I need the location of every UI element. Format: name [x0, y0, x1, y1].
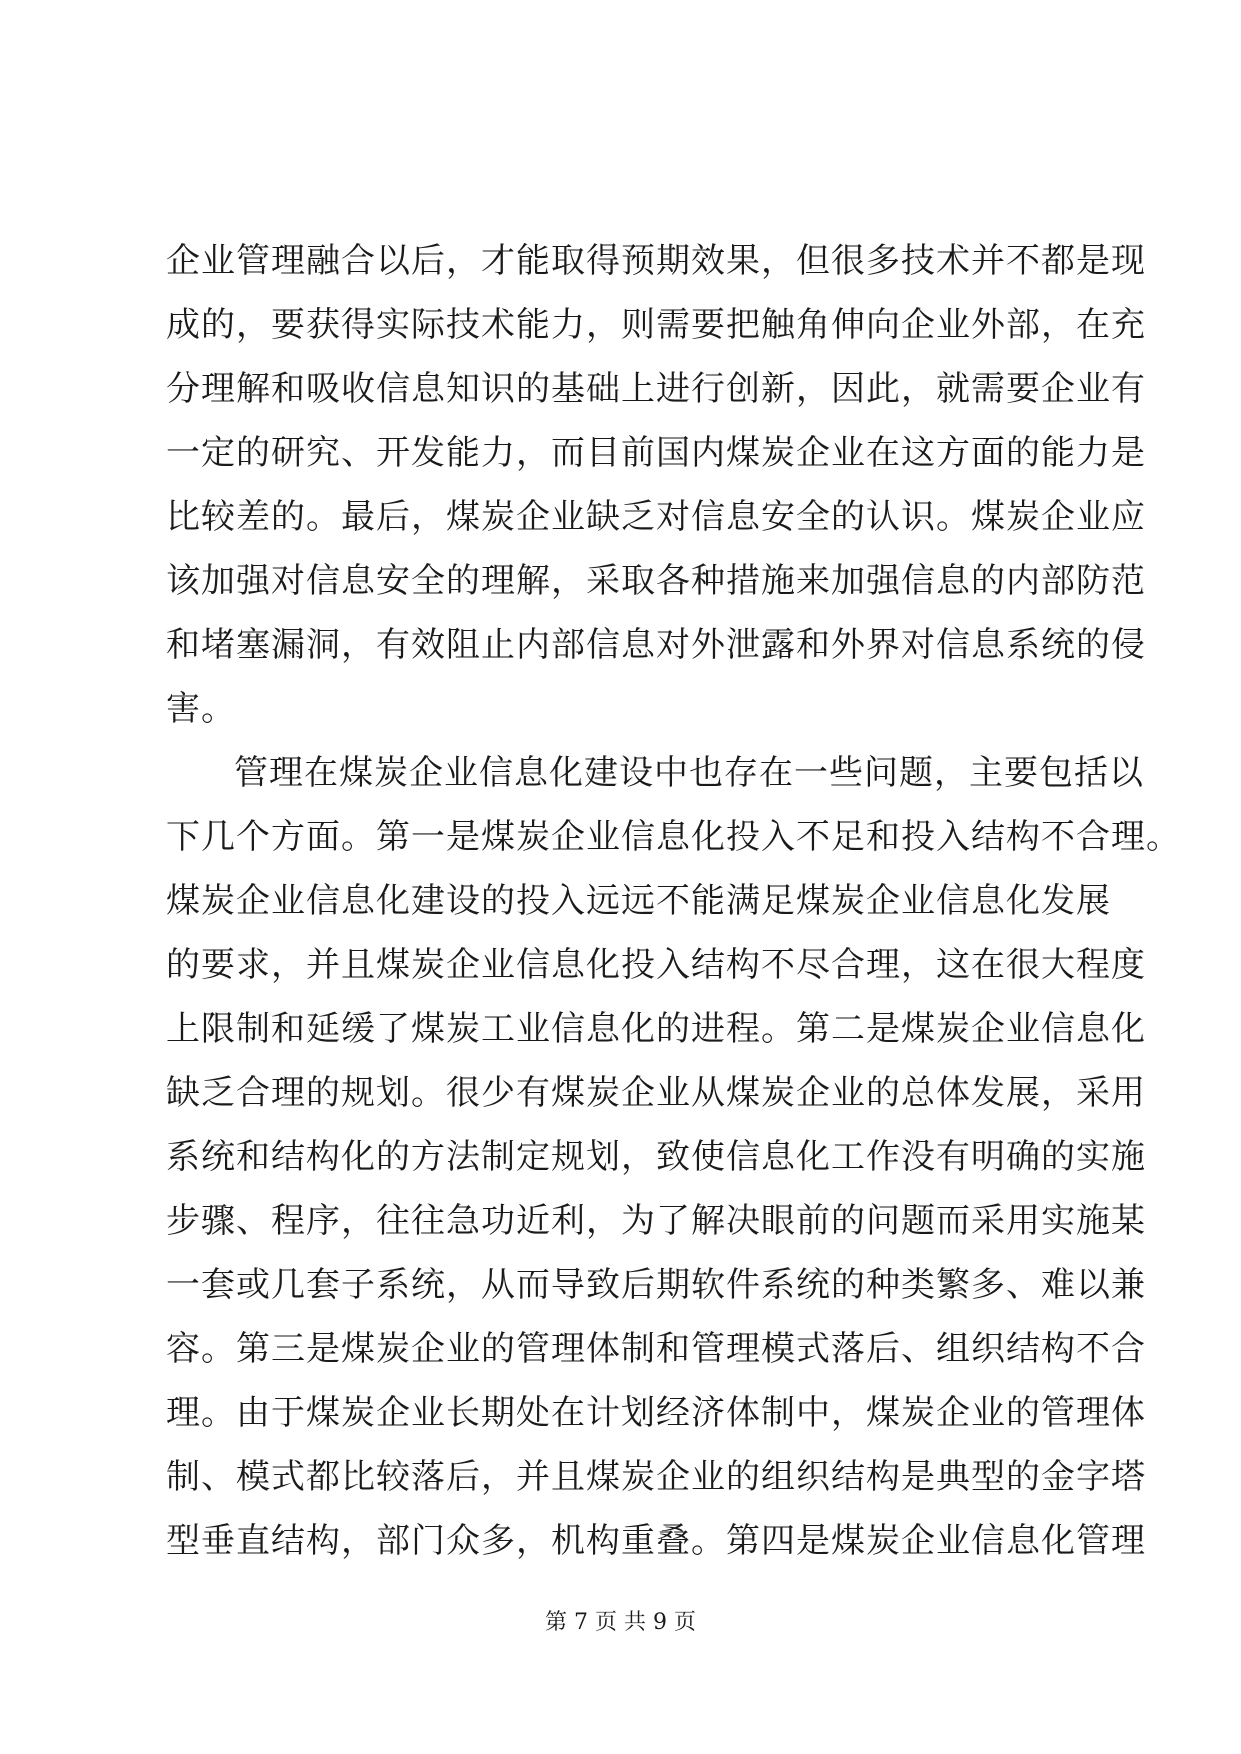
text-line: 上限制和延缓了煤炭工业信息化的进程。第二是煤炭企业信息化 [166, 1009, 1146, 1049]
paragraph-1 [166, 229, 1146, 741]
text-line: 缺乏合理的规划。很少有煤炭企业从煤炭企业的总体发展，采用 [166, 1073, 1146, 1113]
text-line: 步骤、程序，往往急功近利，为了解决眼前的问题而采用实施某 [166, 1201, 1146, 1241]
text-line: 下几个方面。第一是煤炭企业信息化投入不足和投入结构不合理。 [166, 817, 1181, 857]
text-line: 系统和结构化的方法制定规划，致使信息化工作没有明确的实施 [166, 1137, 1146, 1177]
text-line: 理。由于煤炭企业长期处在计划经济体制中，煤炭企业的管理体 [166, 1393, 1146, 1433]
text-line: 制、模式都比较落后，并且煤炭企业的组织结构是典型的金字塔 [166, 1457, 1146, 1497]
text-line: 容。第三是煤炭企业的管理体制和管理模式落后、组织结构不合 [166, 1329, 1146, 1369]
text-line: 比较差的。最后，煤炭企业缺乏对信息安全的认识。煤炭企业应 [166, 497, 1146, 537]
text-line: 一套或几套子系统，从而导致后期软件系统的种类繁多、难以兼 [166, 1265, 1146, 1305]
text-line: 分理解和吸收信息知识的基础上进行创新，因此，就需要企业有 [166, 369, 1146, 409]
paragraph-2 [166, 741, 1181, 1573]
body-text [166, 229, 1181, 1573]
text-line: 害。 [166, 689, 236, 729]
text-line: 一定的研究、开发能力，而目前国内煤炭企业在这方面的能力是 [166, 433, 1146, 473]
text-line: 和堵塞漏洞，有效阻止内部信息对外泄露和外界对信息系统的侵 [166, 625, 1146, 665]
text-line: 该加强对信息安全的理解，采取各种措施来加强信息的内部防范 [166, 561, 1146, 601]
text-line: 成的，要获得实际技术能力，则需要把触角伸向企业外部，在充 [166, 305, 1146, 345]
page-number-footer: 第 7 页 共 9 页 [545, 1610, 696, 1635]
text-line: 企业管理融合以后，才能取得预期效果，但很多技术并不都是现 [166, 241, 1146, 281]
text-line: 管理在煤炭企业信息化建设中也存在一些问题，主要包括以 [234, 753, 1144, 793]
text-line: 的要求，并且煤炭企业信息化投入结构不尽合理，这在很大程度 [166, 945, 1146, 985]
text-line: 型垂直结构，部门众多，机构重叠。第四是煤炭企业信息化管理 [166, 1521, 1146, 1561]
text-line: 煤炭企业信息化建设的投入远远不能满足煤炭企业信息化发展 [166, 881, 1111, 921]
